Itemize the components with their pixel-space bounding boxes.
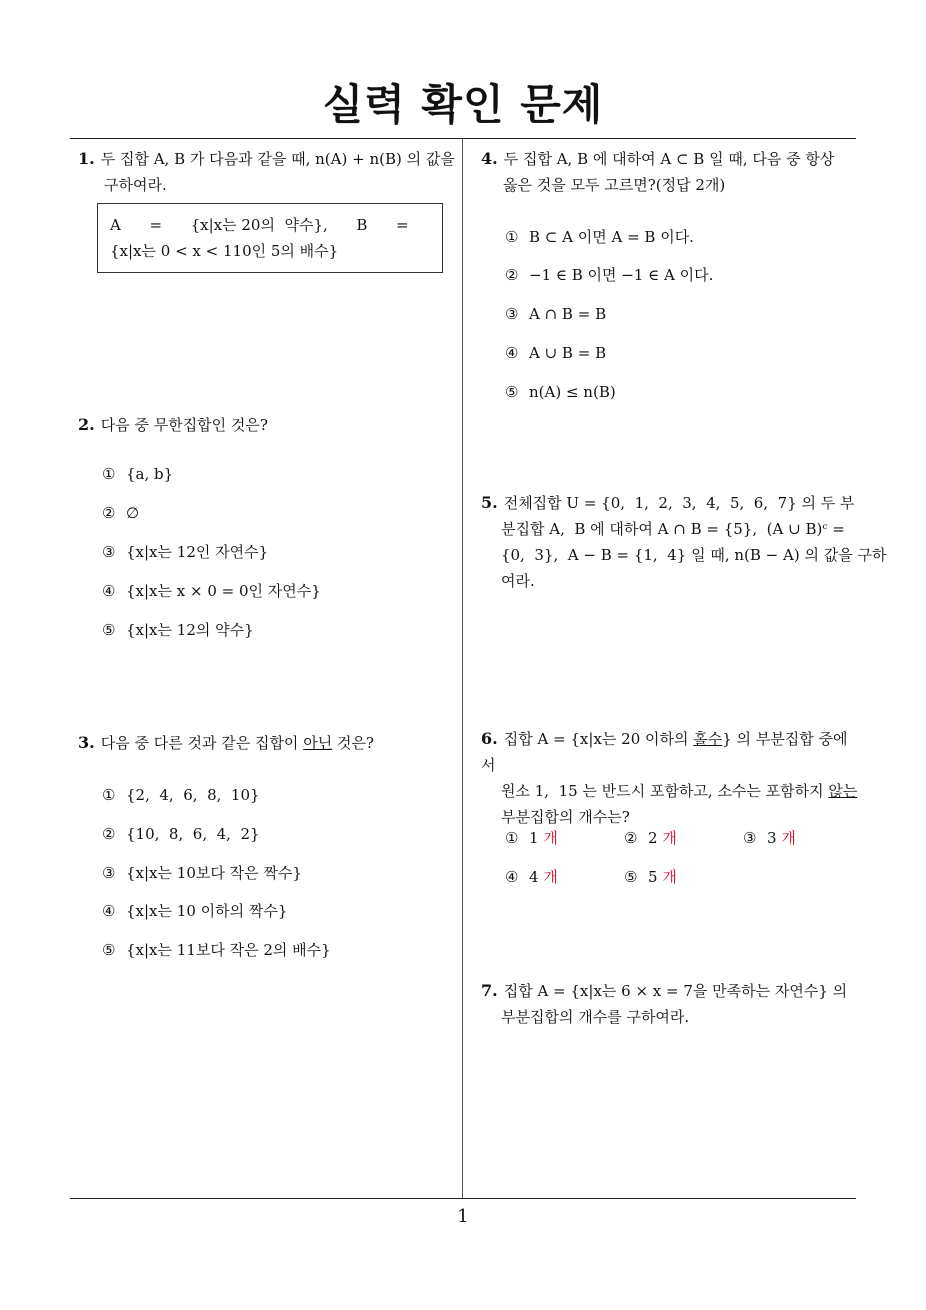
option-mark: ①: [505, 829, 519, 847]
question-number: 3.: [78, 733, 95, 752]
question-text-emphasis: 않는: [828, 782, 858, 800]
question-number: 1.: [78, 149, 95, 168]
option-4-3[interactable]: [505, 303, 606, 325]
option-value: 5: [648, 868, 658, 886]
question-number: 2.: [78, 415, 95, 434]
option-3-4[interactable]: [102, 900, 287, 922]
option-text: A ∩ B = B: [529, 305, 607, 323]
question-text-emphasis: 아닌: [303, 734, 333, 752]
question-text: 두 집합 A, B 가 다음과 같을 때, n(A) + n(B) 의 값을: [100, 150, 455, 168]
question-number: 5.: [481, 493, 498, 512]
box-line-1: A = {x|x는 20의 약수}, B =: [110, 216, 409, 234]
question-text: 집합 A = {x|x는 6 × x = 7을 만족하는 자연수} 의: [503, 982, 848, 1000]
option-2-5[interactable]: [102, 619, 254, 641]
option-4-5[interactable]: [505, 381, 616, 403]
option-mark: ④: [102, 902, 116, 920]
option-mark: ⑤: [505, 383, 519, 401]
option-text: ∅: [126, 504, 140, 522]
box-line-2: {x|x는 0 < x < 110인 5의 배수}: [110, 242, 339, 260]
option-4-1[interactable]: [505, 226, 694, 248]
option-text: {x|x는 10보다 작은 짝수}: [126, 864, 302, 882]
option-text: B ⊂ A 이면 A = B 이다.: [529, 228, 694, 246]
question-text: 다음 중 다른 것과 같은 집합이: [100, 734, 304, 752]
question-text-cont: 여라.: [501, 572, 535, 590]
question-text: 것은?: [332, 734, 374, 752]
option-value: 3: [767, 829, 777, 847]
option-text: {x|x는 10 이하의 짝수}: [126, 902, 288, 920]
option-value: 1: [529, 829, 539, 847]
option-text: n(A) ≤ n(B): [529, 383, 616, 401]
option-2-4[interactable]: [102, 580, 321, 602]
question-text-cont: 분집합 A, B 에 대하여 A ∩ B = {5}, (A ∪ B)ᶜ =: [501, 520, 845, 538]
option-6-3[interactable]: [743, 827, 796, 849]
question-6: [481, 726, 861, 830]
option-6-5[interactable]: [624, 866, 677, 888]
option-2-2[interactable]: [102, 502, 139, 524]
question-text: 집합 A = {x|x는 20 이하의: [503, 730, 694, 748]
question-text-cont: 원소 1, 15 는 반드시 포함하고, 소수는 포함하지: [501, 782, 829, 800]
option-mark: ②: [102, 504, 116, 522]
option-mark: ①: [505, 228, 519, 246]
question-text-emphasis: 홀수: [693, 730, 723, 748]
page-number: 1: [457, 1206, 469, 1227]
option-unit: 개: [543, 829, 558, 847]
option-6-1[interactable]: [505, 827, 558, 849]
column-divider: [462, 139, 463, 1198]
option-text: {x|x는 11보다 작은 2의 배수}: [126, 941, 331, 959]
option-mark: ③: [102, 543, 116, 561]
option-3-1[interactable]: [102, 784, 260, 806]
question-text-cont: 부분집합의 개수를 구하여라.: [501, 1008, 690, 1026]
option-mark: ②: [505, 266, 519, 284]
question-number: 6.: [481, 729, 498, 748]
question-text: 다음 중 무한집합인 것은?: [100, 416, 268, 434]
option-mark: ⑤: [624, 868, 638, 886]
option-mark: ②: [624, 829, 638, 847]
question-text: } 의 부분집합 중에서: [481, 730, 848, 774]
option-unit: 개: [543, 868, 558, 886]
option-mark: ④: [505, 344, 519, 362]
question-number: 7.: [481, 981, 498, 1000]
option-mark: ①: [102, 465, 116, 483]
question-3: [78, 730, 458, 756]
set-definition-box: [97, 203, 443, 273]
option-2-3[interactable]: [102, 541, 268, 563]
option-mark: ⑤: [102, 941, 116, 959]
option-unit: 개: [662, 868, 677, 886]
option-text: {2, 4, 6, 8, 10}: [126, 786, 260, 804]
question-4: [481, 146, 861, 198]
option-mark: ③: [102, 864, 116, 882]
option-mark: ②: [102, 825, 116, 843]
question-text-cont: {0, 3}, A − B = {1, 4} 일 때, n(B − A) 의 값을 구하: [501, 546, 887, 564]
option-mark: ③: [505, 305, 519, 323]
question-text-cont: 부분집합의 개수는?: [501, 808, 630, 826]
question-text-cont: 옳은 것을 모두 고르면?(정답 2개): [503, 176, 726, 194]
question-7: [481, 978, 861, 1030]
footer-rule: [70, 1198, 856, 1199]
question-text: 두 집합 A, B 에 대하여 A ⊂ B 일 때, 다음 중 항상: [503, 150, 835, 168]
option-text: {x|x는 12인 자연수}: [126, 543, 269, 561]
header-rule: [70, 138, 856, 139]
option-text: {x|x는 x × 0 = 0인 자연수}: [126, 582, 321, 600]
option-text: {x|x는 12의 약수}: [126, 621, 254, 639]
option-mark: ③: [743, 829, 757, 847]
option-3-3[interactable]: [102, 862, 302, 884]
option-2-1[interactable]: [102, 463, 173, 485]
question-2: [78, 412, 458, 438]
question-text-cont: 구하여라.: [104, 176, 167, 194]
option-text: −1 ∈ B 이면 −1 ∈ A 이다.: [529, 266, 714, 284]
question-1: [78, 146, 458, 198]
page-title: 실력 확인 문제: [322, 80, 604, 129]
question-number: 4.: [481, 149, 498, 168]
question-5: [481, 490, 887, 594]
option-mark: ④: [102, 582, 116, 600]
option-text: {10, 8, 6, 4, 2}: [126, 825, 260, 843]
option-unit: 개: [662, 829, 677, 847]
option-value: 2: [648, 829, 658, 847]
option-mark: ⑤: [102, 621, 116, 639]
option-text: {a, b}: [126, 465, 174, 483]
option-text: A ∪ B = B: [529, 344, 607, 362]
question-text: 전체집합 U = {0, 1, 2, 3, 4, 5, 6, 7} 의 두 부: [503, 494, 855, 512]
option-3-2[interactable]: [102, 823, 260, 845]
option-3-5[interactable]: [102, 939, 331, 961]
option-4-4[interactable]: [505, 342, 606, 364]
option-4-2[interactable]: [505, 264, 713, 286]
option-value: 4: [529, 868, 539, 886]
option-6-4[interactable]: [505, 866, 558, 888]
option-unit: 개: [781, 829, 796, 847]
option-6-2[interactable]: [624, 827, 677, 849]
option-mark: ④: [505, 868, 519, 886]
option-mark: ①: [102, 786, 116, 804]
